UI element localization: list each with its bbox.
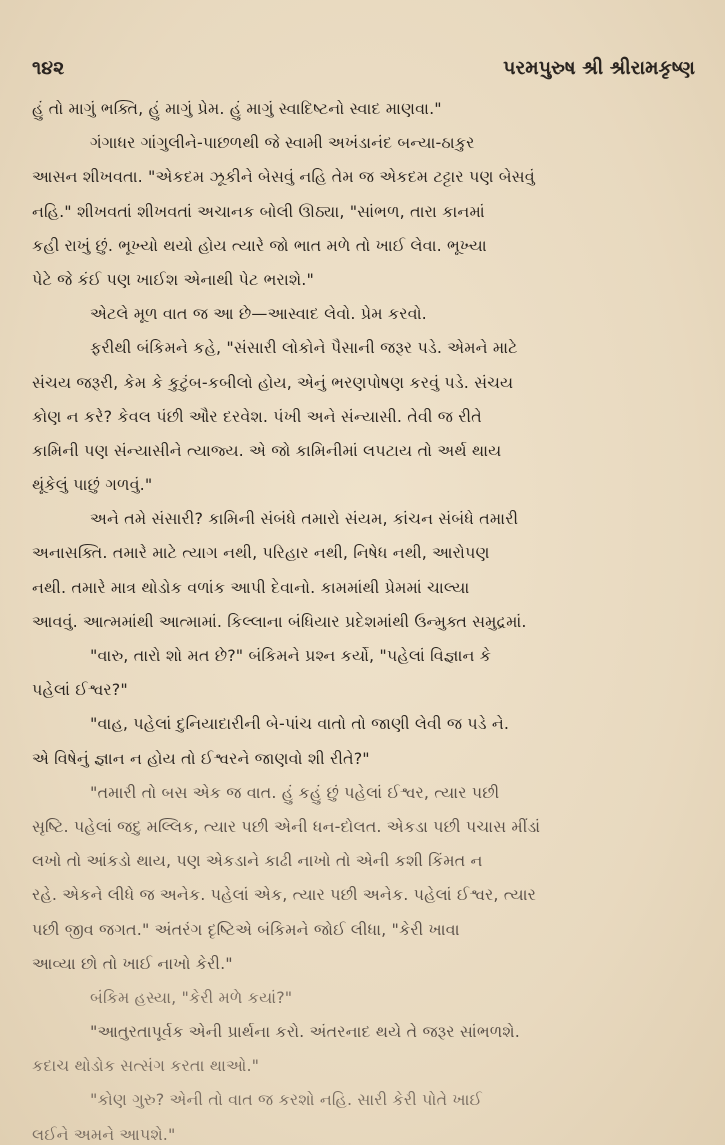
text-line: આસન શીખવતા. "એકદમ ઝૂકીને બેસવું નહિ તેમ જ એકદમ ટટ્ટાર પણ બેસવું <box>32 167 535 187</box>
text-line: રહે. એકને લીધે જ અનેક. પહેલાં એક, ત્યાર પછી અનેક. પહેલાં ઈશ્વર, ત્યાર <box>32 885 537 905</box>
text-line: લખો તો આંકડો થાય, પણ એકડાને કાઢી નાખો તો એની કશી કિંમત ન <box>32 851 483 871</box>
text-line: બંકિમ હસ્યા, "કેરી મળે કયાં?" <box>90 987 293 1007</box>
text-line: એ વિષેનું જ્ઞાન ન હોય તો ઈશ્વરને જાણવો શી રીતે?" <box>32 748 370 768</box>
body-text <box>32 92 695 1145</box>
text-line: પહેલાં ઈશ્વર?" <box>32 680 128 700</box>
text-line: અનાસક્તિ. તમારે માટે ત્યાગ નથી, પરિહાર નથી, નિષેધ નથી, આરોપણ <box>32 543 490 563</box>
text-line: આવ્યા છો તો ખાઈ નાખો કેરી." <box>32 953 233 973</box>
text-line: કદાચ થોડોક સત્સંગ કરતા થાઓ." <box>32 1056 260 1076</box>
text-line: "વાહ, પહેલાં દુનિયાદારીની બે-પાંચ વાતો તો જાણી લેવી જ પડે ને. <box>90 714 510 734</box>
text-line: હું તો માગું ભક્તિ, હું માગું પ્રેમ. હું માગું સ્વાદિષ્ટનો સ્વાદ માણવા." <box>32 99 442 118</box>
text-line: "આતુરતાપૂર્વક એની પ્રાર્થના કરો. અંતરનાદ થયે તે જરૂર સાંભળશે. <box>90 1022 520 1042</box>
text-line: કામિની પણ સંન્યાસીને ત્યાજ્ય. એ જો કામિનીમાં લપટાય તો અર્થ થાય <box>32 440 502 460</box>
text-line: પછી જીવ જગત." અંતરંગ દૃષ્ટિએ બંકિમને જોઈ લીધા, "કેરી ખાવા <box>32 919 460 939</box>
text-line: લઈને અમને આપશે." <box>32 1124 176 1144</box>
running-title: પરમપુરુષ શ્રી શ્રીરામકૃષ્ણ <box>503 57 695 79</box>
text-line: આવવું. આત્મમાંથી આત્મામાં. કિલ્લાના બંધિયાર પ્રદેશમાંથી ઉન્મુક્ત સમુદ્રમાં. <box>32 611 527 631</box>
text-line: ફરીથી બંકિમને કહે, "સંસારી લોકોને પૈસાની જરૂર પડે. એમને માટે <box>90 338 518 358</box>
text-line: એટલે મૂળ વાત જ આ છે—આસ્વાદ લેવો. પ્રેમ કરવો. <box>90 304 427 324</box>
text-line: "તમારી તો બસ એક જ વાત. હું કહું છું પહેલાં ઈશ્વર, ત્યાર પછી <box>90 782 500 802</box>
text-line: સૃષ્ટિ. પહેલાં જદુ મલ્લિક, ત્યાર પછી એની ધન-દોલત. એકડા પછી પચાસ મીંડાં <box>32 816 541 836</box>
text-line: અને તમે સંસારી? કામિની સંબંધે તમારો સંયમ, કાંચન સંબંધે તમારી <box>90 509 519 529</box>
text-line: "કોણ ગુરુ? એની તો વાત જ કરશો નહિ. સારી કેરી પોતે ખાઈ <box>90 1090 482 1110</box>
text-line: નથી. તમારે માત્ર થોડોક વળાંક આપી દેવાનો. કામમાંથી પ્રેમમાં ચાલ્યા <box>32 577 470 597</box>
text-line: સંચય જરૂરી, કેમ કે કુટુંબ-કબીલો હોય, એનું ભરણપોષણ કરવું પડે. સંચય <box>32 372 514 392</box>
text-line: કોણ ન કરે? કેવલ પંછી ઔર દરવેશ. પંખી અને સંન્યાસી. તેવી જ રીતે <box>32 406 482 426</box>
page-number: ૧૪૨ <box>32 57 65 79</box>
text-line: કહી રાખું છું. ભૂખ્યો થયો હોય ત્યારે જો ભાત મળે તો ખાઈ લેવા. ભૂખ્યા <box>32 235 487 255</box>
page-header <box>32 54 695 82</box>
text-line: "વારુ, તારો શો મત છે?" બંકિમને પ્રશ્ન કર્યો, "પહેલાં વિજ્ઞાન કે <box>90 646 492 665</box>
text-line: નહિ." શીખવતાં શીખવતાં અચાનક બોલી ઊઠ્યા, "સાંભળ, તારા કાનમાં <box>32 201 485 221</box>
text-line: થૂંકેલું પાછું ગળવું." <box>32 475 153 495</box>
text-line: ગંગાધર ગાંગુલીને-પાછળથી જે સ્વામી અખંડાનંદ બન્યા-ઠાકુર <box>90 133 475 153</box>
text-line: પેટે જે કંઈ પણ ખાઈશ એનાથી પેટ ભરાશે." <box>32 269 314 289</box>
